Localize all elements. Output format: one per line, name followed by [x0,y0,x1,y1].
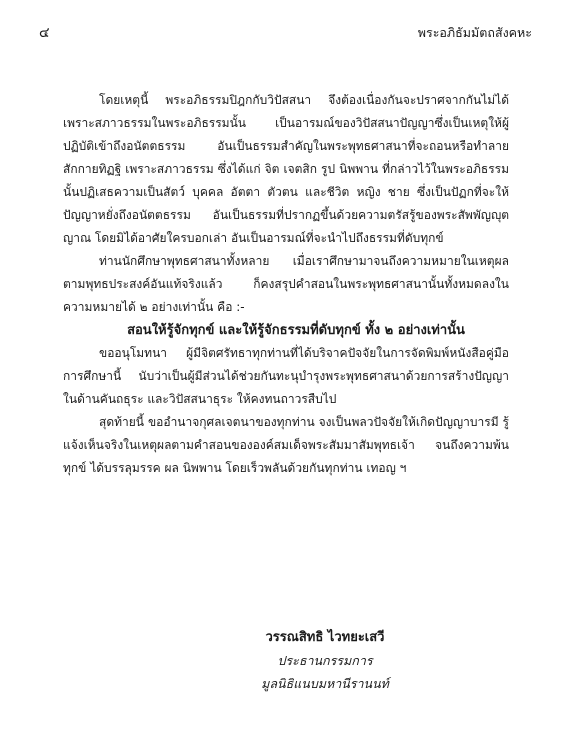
paragraph-intro: โดยเหตุนี้ พระอภิธรรมปิฎกกับวิปัสสนา จึงต้องเนื่องกันจะปราศจากกันไม่ได้ เพราะสภาวธรรมในพระอภิธรรมนั้น เป็นอารมณ์ของวิปัสสนาปัญญาซึ่งเป็นเหตุให้ผู้ปฏิบัติเข้าถึงอนัตตธรรม อันเป็นธรรมสำคัญในพระพุทธศาสนาที่จะถอนหรือทำลายสักกายทิฏฐิ เพราะสภาวธรรม ซึ่งได้แก่ จิต เจตสิก รูป นิพพาน ที่กล่าวไว้ในพระอภิธรรมนั้นปฏิเสธความเป็นสัตว์ บุคคล อัตตา ตัวตน และชีวิต หญิง ชาย ซึ่งเป็นปัฏกที่จะให้ปัญญาหยั่งถึงอนัตตธรรม อันเป็นธรรมที่ปรากฏขึ้นด้วยความตรัสรู้ของพระสัพพัญญุตญาณ โดยมิได้อาศัยใครบอกเล่า อันเป็นอารมณ์ที่จะนำไปถึงธรรมที่ดับทุกข์ [63,93,509,245]
paragraph-blessing: สุดท้ายนี้ ขออำนาจกุศลเจตนาของทุกท่าน จงเป็นพลวปัจจัยให้เกิดปัญญาบารมี รู้แจ้งเห็นจริงในเหตุผลตามคำสอนขององค์สมเด็จพระสัมมาสัมพุทธเจ้า จนถึงความพ้นทุกข์ ได้บรรลุมรรค ผล นิพพาน โดยเร็วพลันด้วยกันทุกท่าน เทอญ ฯ [63,415,509,475]
signatory-name: วรรณสิทธิ ไวทยะเสวี [265,630,385,645]
signatory-organization: มูลนิธิแนบมหานีรานนท์ [261,676,389,691]
running-header-title: พระอภิธัมมัตถสังคหะ [417,25,532,40]
body-text [63,89,509,480]
paragraph-thanks: ขออนุโมทนา ผู้มีจิตศรัทธาทุกท่านที่ได้บริจาคปัจจัยในการจัดพิมพ์หนังสือคู่มือการศึกษานี้ นับว่าเป็นผู้มีส่วนได้ช่วยกันทะนุบำรุงพระพุทธศาสนาด้วยการสร้างปัญญาในด้านคันถธุระ และวิปัสสนาธุระ ให้คงทนถาวรสืบไป [63,346,509,406]
paragraph-students: ท่านนักศึกษาพุทธศาสนาทั้งหลาย เมื่อเราศึกษามาจนถึงความหมายในเหตุผลตามพุทธประสงค์อันแท้จริงแล้ว ก็คงสรุปคำสอนในพระพุทธศาสนานั้นทั้งหมดลงในความหมายได้ ๒ อย่างเท่านั้น คือ :- [63,254,509,314]
signatory-title: ประธานกรรมการ [277,653,373,668]
key-teaching-statement: สอนให้รู้จักทุกข์ และให้รู้จักธรรมที่ดับทุกข์ ทั้ง ๒ อย่างเท่านั้น [127,323,465,338]
page-number: ๔ [39,25,50,41]
signature-block [200,626,450,695]
